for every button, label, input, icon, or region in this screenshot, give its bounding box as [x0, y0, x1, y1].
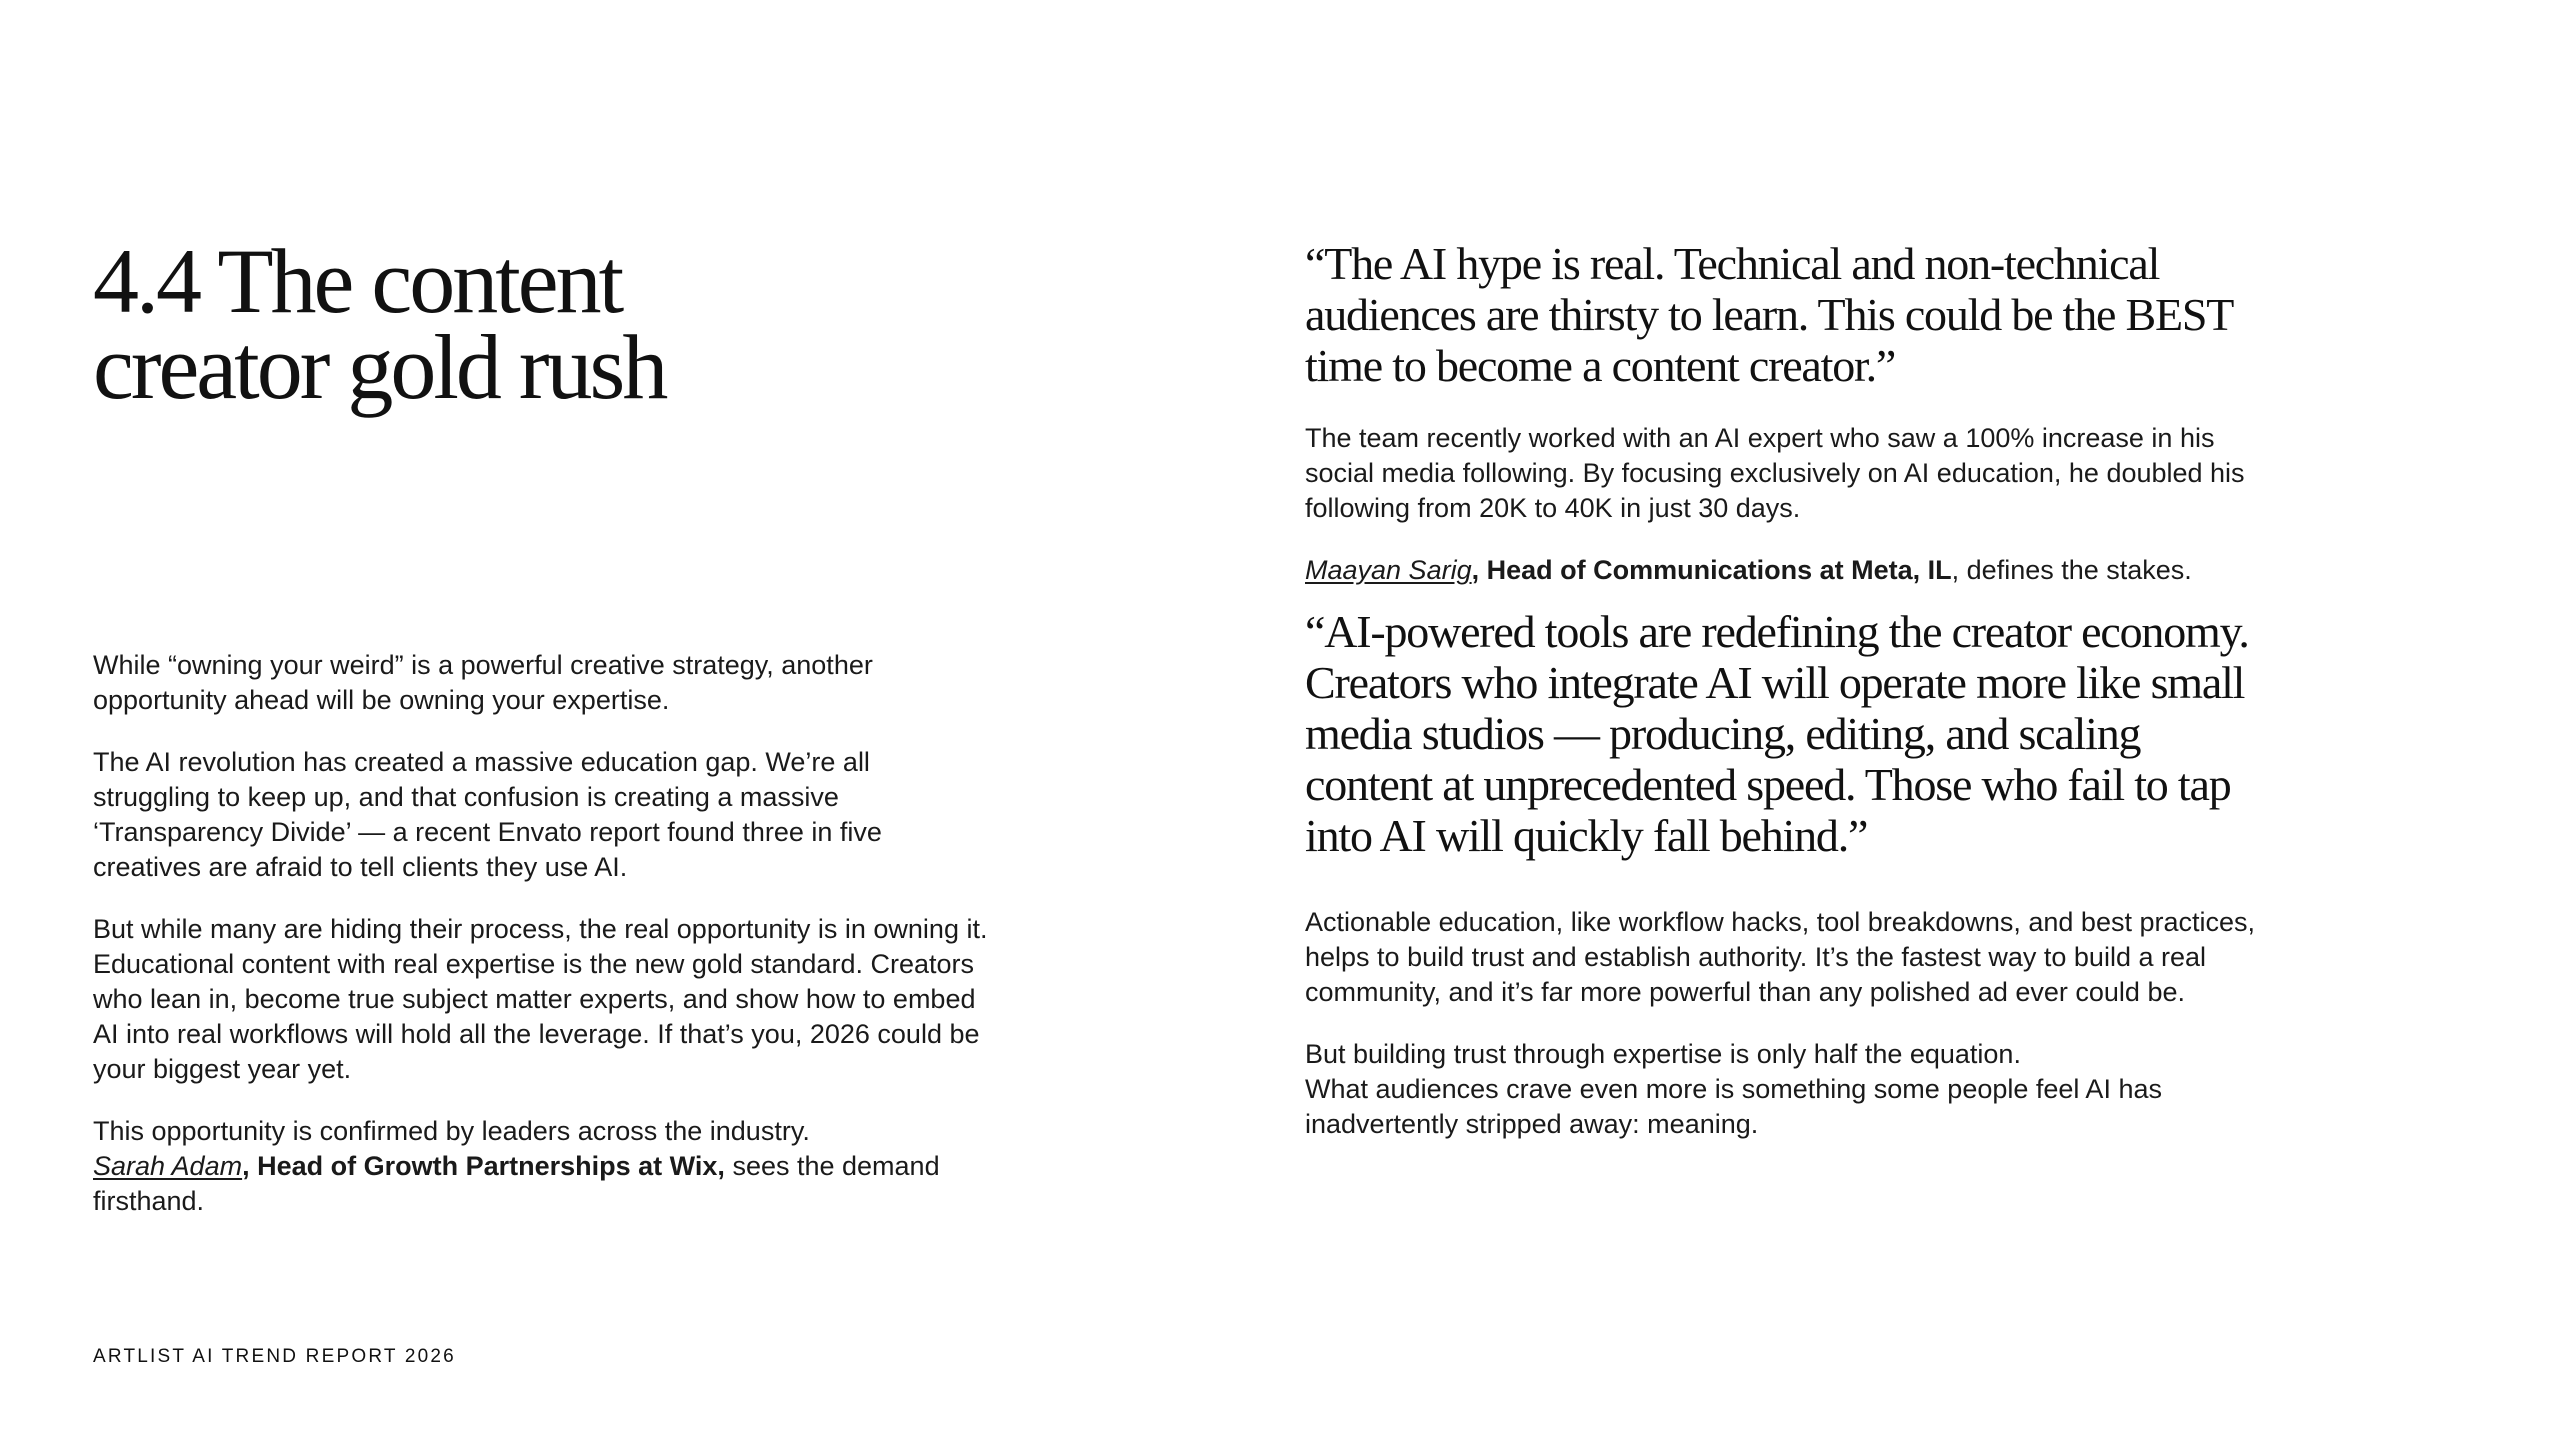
section-title: [93, 230, 993, 418]
right-paragraph-2: Actionable education, like workflow hacks, tool breakdowns, and best practices, helps to build trust and establish authority. It’s the fastest way to build a real community, and it’s far more powerful than any polished ad ever could be.: [1305, 907, 2256, 1007]
left-column: [93, 648, 993, 1246]
left-paragraph-4-intro: This opportunity is confirmed by leaders across the industry.: [93, 1116, 810, 1146]
section-title-line-1: 4.4 The content: [93, 230, 622, 332]
left-paragraph-1: While “owning your weird” is a powerful creative strategy, another opportunity ahead will be owning your expertise.: [93, 650, 873, 715]
maayan-sarig-title: , Head of Communications at Meta, IL: [1471, 555, 1952, 585]
maayan-attribution: [1305, 553, 2265, 588]
maayan-attribution-tail: , defines the stakes.: [1951, 555, 2192, 585]
left-paragraph-3: But while many are hiding their process, the real opportunity is in owning it. Educational content with real expertise is the new gold standard. Creators who lean in, become true subject matter experts, and show how to embed AI into real workflows will hold all the leverage. If that’s you, 2026 could be your biggest year yet.: [93, 914, 988, 1084]
sarah-adam-link[interactable]: Sarah Adam: [93, 1151, 243, 1181]
section-title-line-2: creator gold rush: [93, 316, 666, 418]
right-column: [1305, 238, 2265, 1169]
left-paragraph-2: The AI revolution has created a massive education gap. We’re all struggling to keep up, and that confusion is creating a massive ‘Transparency Divide’ — a recent Envato report found three in five creatives are afraid to tell clients they use AI.: [93, 747, 882, 882]
left-paragraph-4-tail: sees the demand firsthand.: [93, 1151, 940, 1216]
right-paragraph-3-line-1: But building trust through expertise is only half the equation.: [1305, 1039, 2021, 1069]
maayan-sarig-link[interactable]: Maayan Sarig: [1305, 555, 1472, 585]
pull-quote-2: “AI-powered tools are redefining the creator economy. Creators who integrate AI will operate more like small media studios — producing, editing, and scaling content at unprecedented speed. Those who fail to tap into AI will quickly fall behind.”: [1305, 606, 2249, 861]
right-paragraph-3: [1305, 1037, 2265, 1142]
report-footer: ARTLIST AI TREND REPORT 2026: [93, 1346, 456, 1367]
right-paragraph-1: The team recently worked with an AI expert who saw a 100% increase in his social media following. By focusing exclusively on AI education, he doubled his following from 20K to 40K in just 30 days.: [1305, 423, 2245, 523]
pull-quote-1: “The AI hype is real. Technical and non-technical audiences are thirsty to learn. This could be the BEST time to become a content creator.”: [1305, 238, 2233, 391]
right-paragraph-3-line-2: What audiences crave even more is something some people feel AI has inadvertently stripped away: meaning.: [1305, 1074, 2162, 1139]
left-paragraph-4: [93, 1114, 993, 1219]
sarah-adam-title: , Head of Growth Partnerships at Wix,: [242, 1151, 725, 1181]
